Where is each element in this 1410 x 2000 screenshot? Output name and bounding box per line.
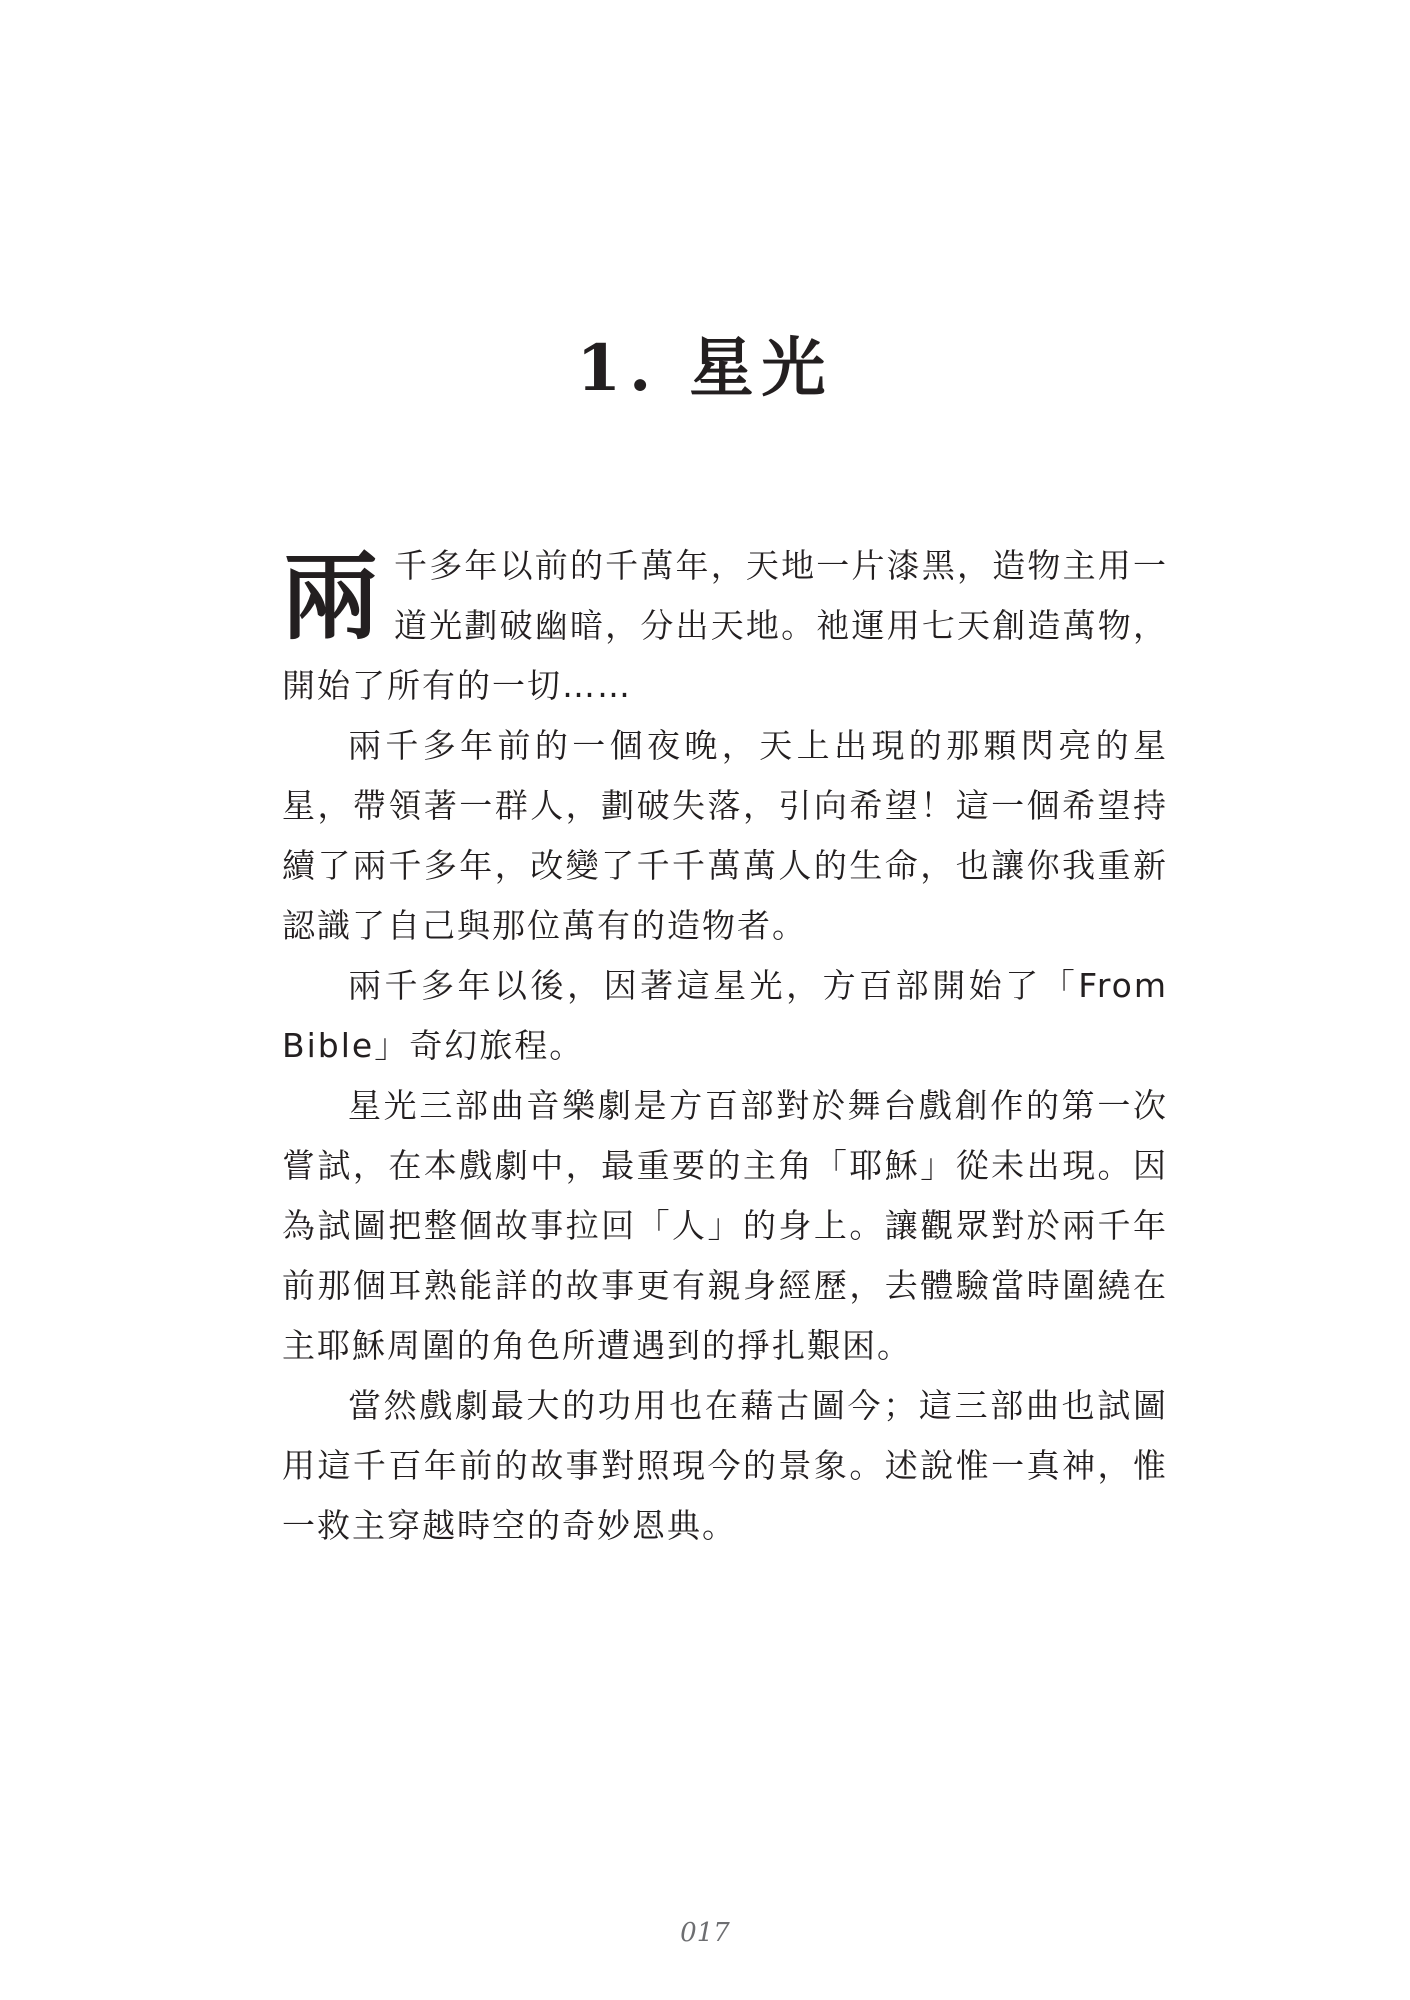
paragraph-2: 兩千多年前的一個夜晚，天上出現的那顆閃亮的星星，帶領著一群人，劃破失落，引向希望！這一個希望持續了兩千多年，改變了千千萬萬人的生命，也讓你我重新認識了自己與那位萬有的造物者。 (282, 726, 1168, 945)
paragraph-3: 兩千多年以後，因著這星光，方百部開始了「From Bible」奇幻旅程。 (282, 966, 1168, 1065)
drop-cap: 兩 (282, 541, 378, 653)
page-number: 017 (680, 1918, 730, 1948)
body-text (282, 536, 1168, 1556)
chapter-title: 1. 星光 (576, 330, 834, 406)
paragraph-5: 當然戲劇最大的功用也在藉古圖今；這三部曲也試圖用這千百年前的故事對照現今的景象。述說惟一真神，惟一救主穿越時空的奇妙恩典。 (282, 1386, 1168, 1545)
paragraph-4: 星光三部曲音樂劇是方百部對於舞台戲創作的第一次嘗試，在本戲劇中，最重要的主角「耶穌」從未出現。因為試圖把整個故事拉回「人」的身上。讓觀眾對於兩千年前那個耳熟能詳的故事更有親身經歷，去體驗當時圍繞在主耶穌周圍的角色所遭遇到的掙扎艱困。 (282, 1086, 1168, 1365)
paragraph-1-text: 千多年以前的千萬年，天地一片漆黑，造物主用一道光劃破幽暗，分出天地。祂運用七天創造萬物，開始了所有的一切…… (282, 546, 1168, 705)
paragraph-1 (282, 536, 1168, 716)
